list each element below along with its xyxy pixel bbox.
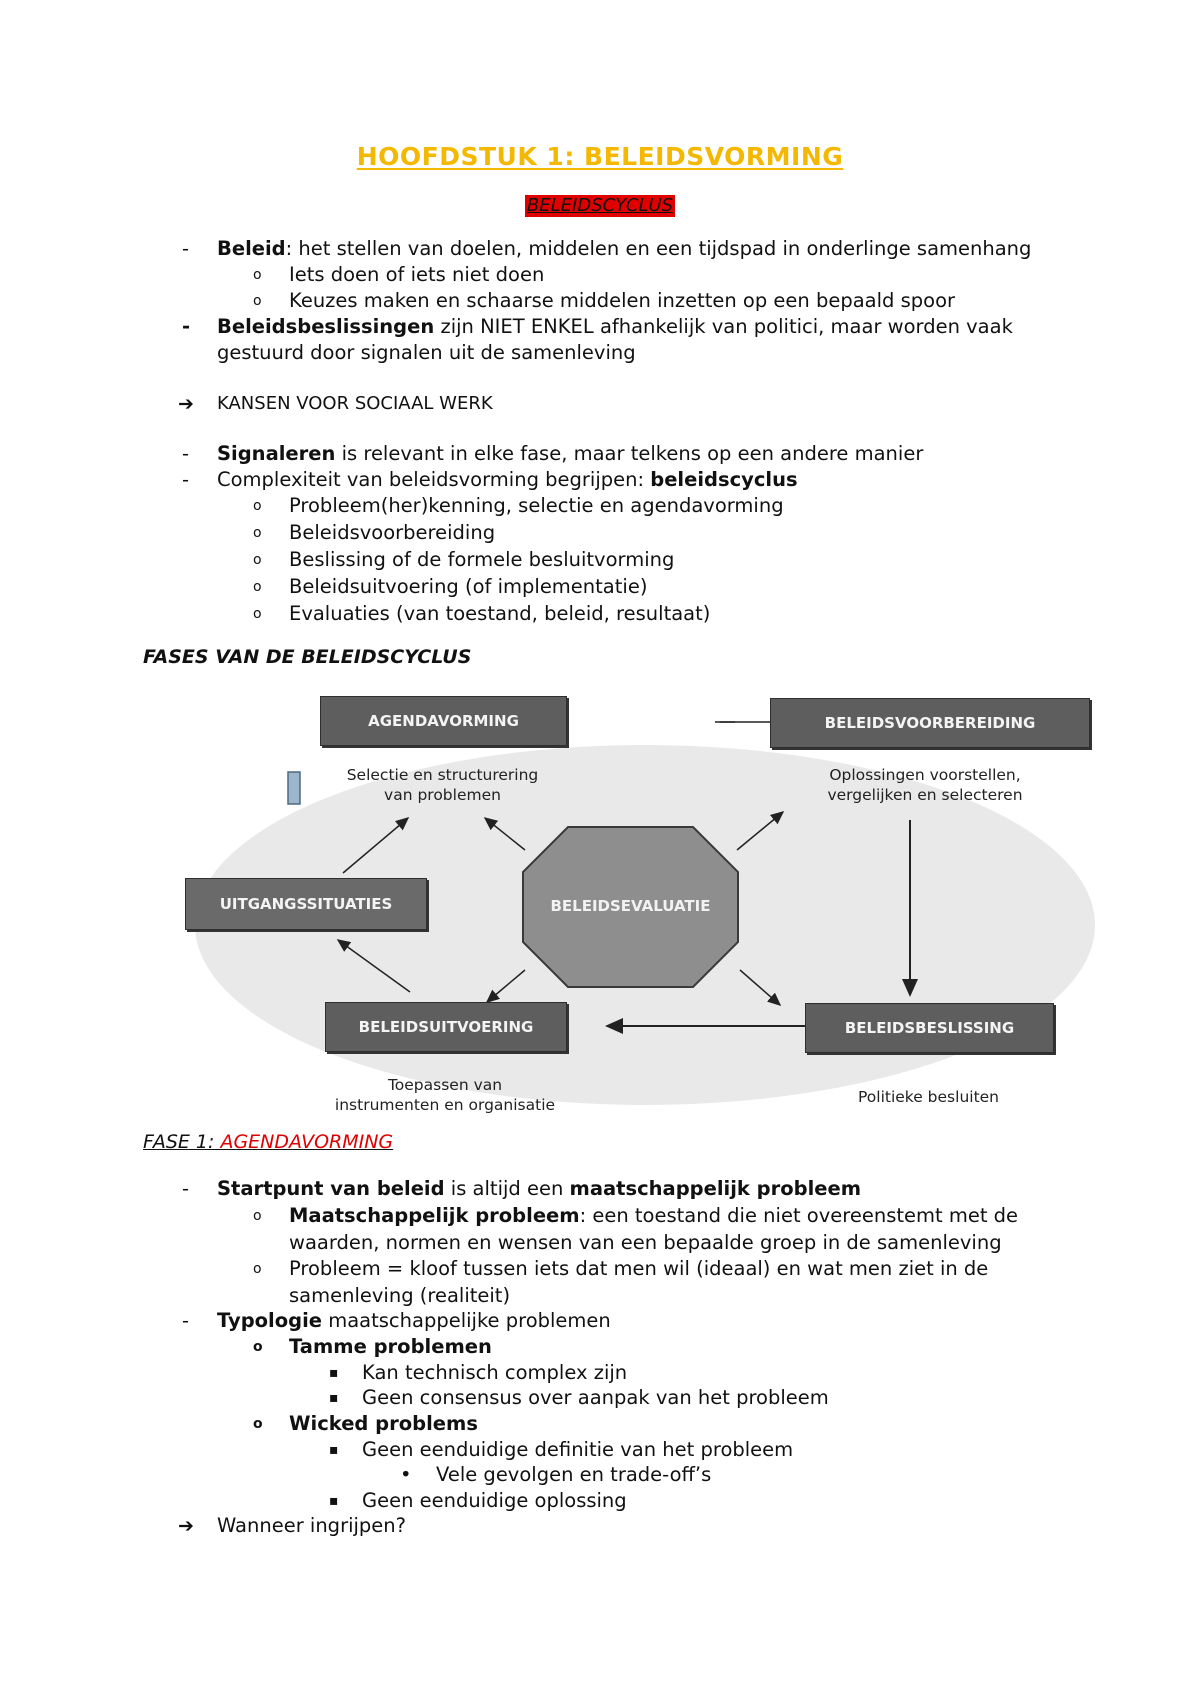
- list-item-text: Startpunt van beleid is altijd een maatschappelijk probleem: [217, 1177, 862, 1200]
- phase-item: Evaluaties (van toestand, beleid, resultaat): [289, 602, 711, 625]
- circle-bullet-icon: o: [253, 498, 262, 514]
- caption-beleidsbeslissing: Politieke besluiten: [857, 1088, 1000, 1106]
- sub-list-item: Maatschappelijk probleem: een toestand die niet overeenstemt met de: [289, 1204, 1019, 1227]
- dash-bullet-icon: -: [182, 468, 190, 491]
- dash-bullet-icon: -: [182, 442, 190, 465]
- square-bullet-icon: ▪: [329, 1442, 339, 1458]
- box-uitgangssituaties: UITGANGSSITUATIES: [185, 878, 427, 930]
- fase-heading: FASE 1: AGENDAVORMING: [143, 1131, 394, 1153]
- section-heading: FASES VAN DE BELEIDSCYCLUS: [143, 646, 472, 668]
- sub-list-item-continuation: samenleving (realiteit): [289, 1284, 511, 1307]
- arrow-note: KANSEN VOOR SOCIAAL WERK: [217, 393, 493, 414]
- policy-cycle-diagram: [175, 690, 1095, 1125]
- dash-bullet-icon: -: [182, 1177, 190, 1200]
- arrow-right-icon: ➔: [178, 393, 194, 415]
- circle-bullet-icon: o: [253, 579, 262, 595]
- list-item-text: Beleid: het stellen van doelen, middelen en een tijdspad in onderlinge samenhang: [217, 237, 1032, 260]
- list-item-continuation: gestuurd door signalen uit de samenleving: [217, 341, 636, 364]
- circle-bullet-icon: o: [253, 1208, 262, 1224]
- circle-bullet-icon: o: [253, 293, 262, 309]
- sub-sub-list-item: Geen eenduidige oplossing: [362, 1489, 627, 1512]
- sub-list-item: Probleem = kloof tussen iets dat men wil (ideaal) en wat men ziet in de: [289, 1257, 989, 1280]
- square-bullet-icon: ▪: [329, 1493, 339, 1509]
- square-bullet-icon: ▪: [329, 1365, 339, 1381]
- dash-bullet-icon: -: [182, 1309, 190, 1332]
- sub-list-item: Keuzes maken en schaarse middelen inzetten op een bepaald spoor: [289, 289, 956, 312]
- sub-list-item: Iets doen of iets niet doen: [289, 263, 545, 286]
- box-beleidsbeslissing: BELEIDSBESLISSING: [805, 1003, 1054, 1053]
- box-agendavorming: AGENDAVORMING: [320, 696, 567, 746]
- dash-bullet-icon: -: [182, 237, 190, 260]
- sub-list-item: Wicked problems: [289, 1412, 478, 1435]
- label-beleidsevaluatie: BELEIDSEVALUATIE: [550, 897, 711, 915]
- square-bullet-icon: ▪: [329, 1390, 339, 1406]
- caption-beleidsvoorbereiding: Oplossingen voorstellen, vergelijken en selecteren: [827, 766, 1023, 804]
- arrow-note: Wanneer ingrijpen?: [217, 1514, 407, 1537]
- chapter-title: HOOFDSTUK 1: BELEIDSVORMING: [356, 142, 844, 171]
- circle-bullet-icon: o: [253, 552, 262, 568]
- sub-sub-sub-list-item: Vele gevolgen en trade-off’s: [436, 1463, 712, 1486]
- caption-agendavorming: Selectie en structurering van problemen: [346, 766, 539, 804]
- box-beleidsvoorbereiding: BELEIDSVOORBEREIDING: [770, 698, 1090, 748]
- circle-bullet-icon: o: [253, 606, 262, 622]
- phase-item: Beleidsvoorbereiding: [289, 521, 496, 544]
- sub-sub-list-item: Geen eenduidige definitie van het probleem: [362, 1438, 794, 1461]
- list-item-text: Signaleren is relevant in elke fase, maar telkens op een andere manier: [217, 442, 924, 465]
- dash-bullet-icon: -: [182, 315, 191, 338]
- sub-sub-list-item: Kan technisch complex zijn: [362, 1361, 628, 1384]
- circle-bullet-icon: o: [253, 1339, 263, 1355]
- circle-bullet-icon: o: [253, 525, 262, 541]
- list-item-text: Complexiteit van beleidsvorming begrijpen: beleidscyclus: [217, 468, 798, 491]
- arrow-right-icon: ➔: [178, 1515, 194, 1537]
- circle-bullet-icon: o: [253, 1261, 262, 1277]
- sub-list-item-continuation: waarden, normen en wensen van een bepaalde groep in de samenleving: [289, 1231, 1002, 1254]
- sub-sub-list-item: Geen consensus over aanpak van het probleem: [362, 1386, 829, 1409]
- section-subtitle: BELEIDSCYCLUS: [526, 195, 674, 216]
- phase-item: Probleem(her)kenning, selectie en agendavorming: [289, 494, 784, 517]
- blue-marker: [288, 772, 300, 804]
- circle-bullet-icon: o: [253, 1416, 263, 1432]
- phase-item: Beslissing of de formele besluitvorming: [289, 548, 675, 571]
- sub-list-item: Tamme problemen: [289, 1335, 492, 1358]
- dot-bullet-icon: •: [400, 1463, 412, 1486]
- list-item-text: Beleidsbeslissingen zijn NIET ENKEL afhankelijk van politici, maar worden vaak: [217, 315, 1013, 338]
- circle-bullet-icon: o: [253, 267, 262, 283]
- list-item-text: Typologie maatschappelijke problemen: [217, 1309, 611, 1332]
- box-beleidsuitvoering: BELEIDSUITVOERING: [325, 1002, 567, 1052]
- phase-item: Beleidsuitvoering (of implementatie): [289, 575, 648, 598]
- caption-beleidsuitvoering: Toepassen van instrumenten en organisatie: [334, 1076, 556, 1114]
